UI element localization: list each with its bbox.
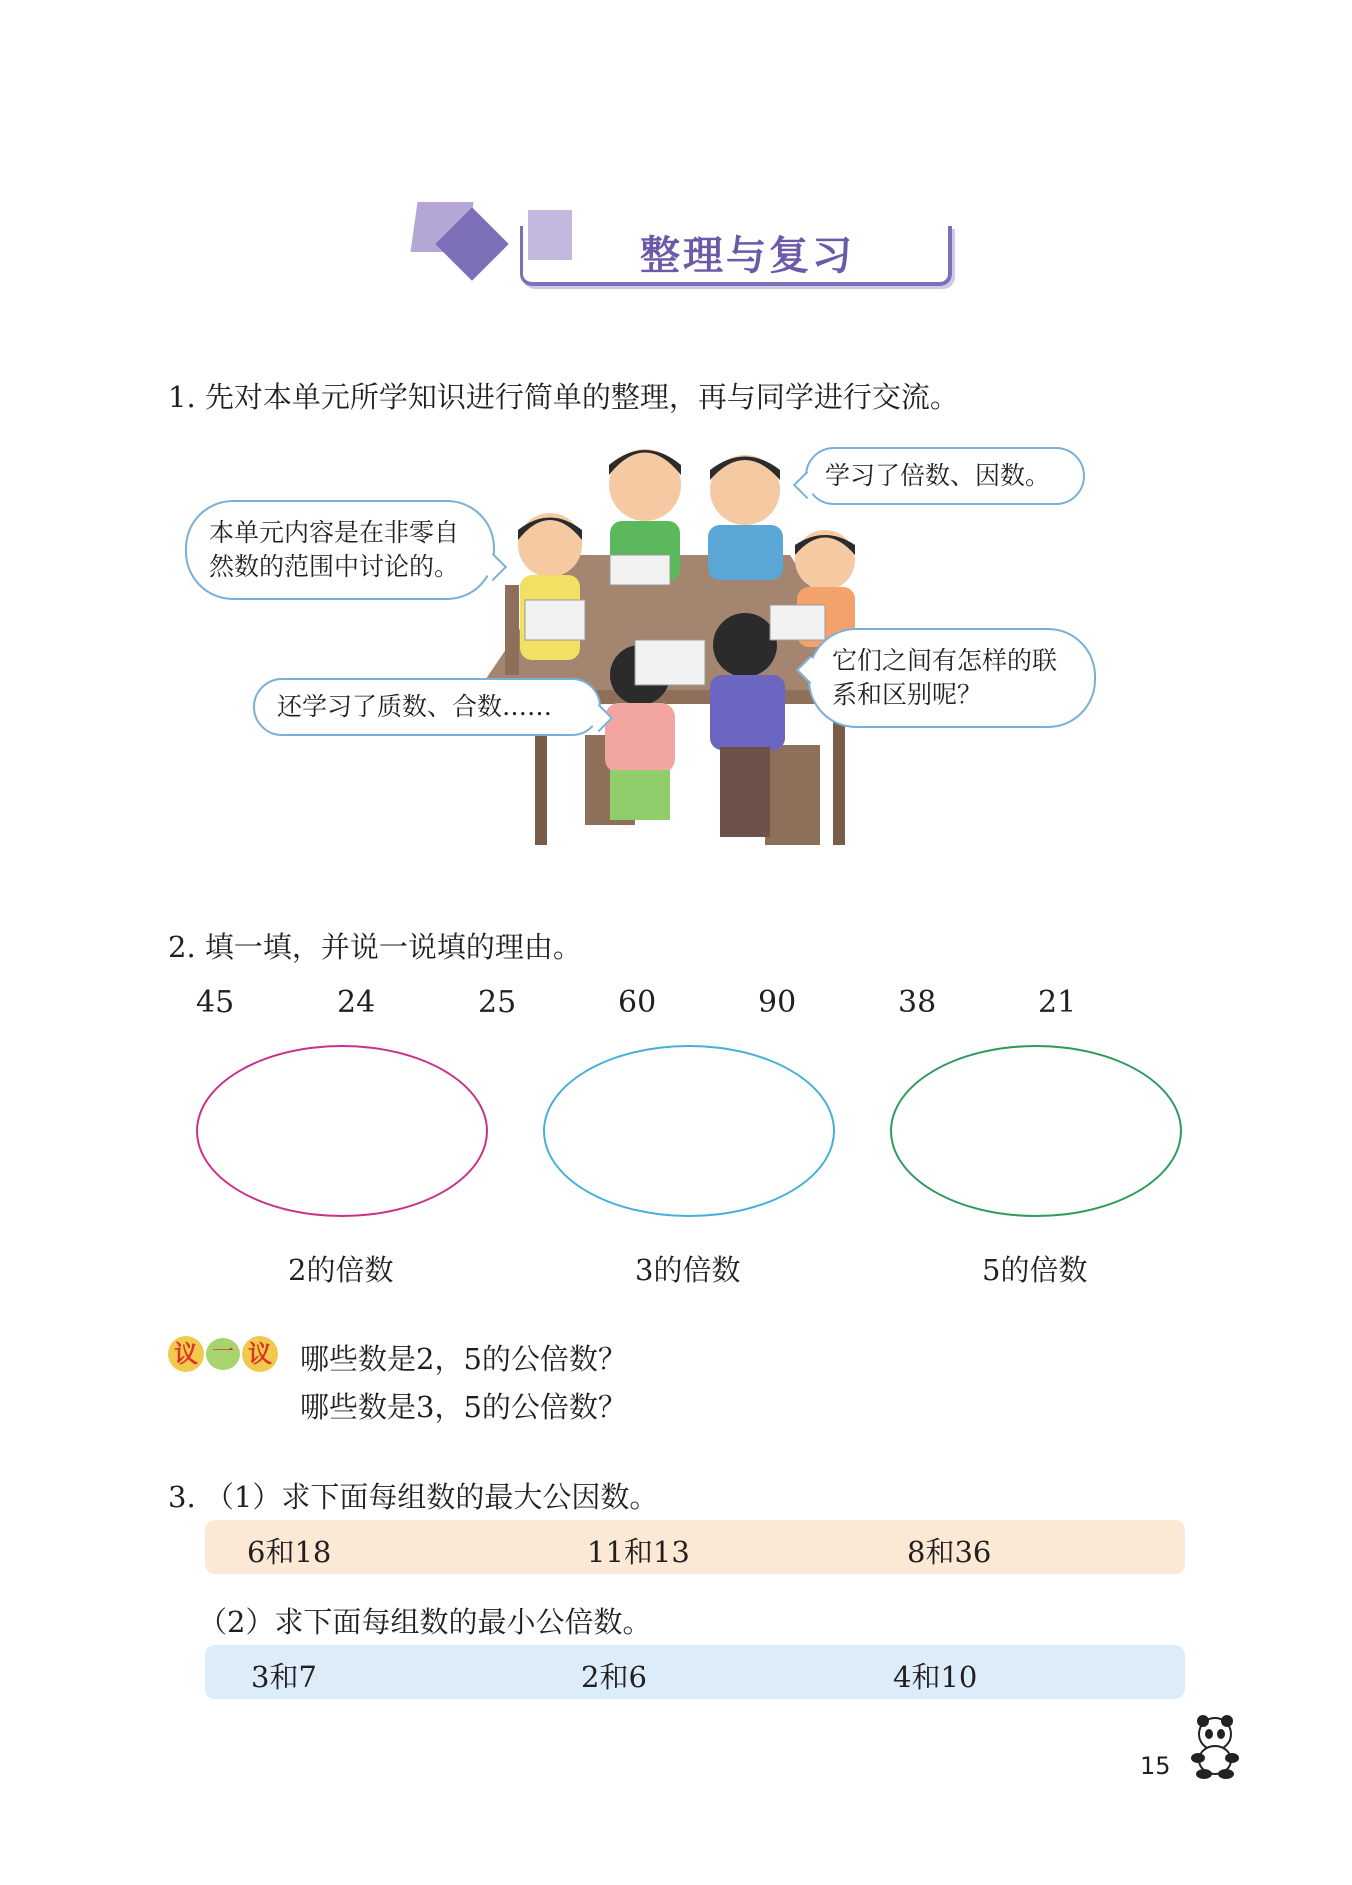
gcd-items-bar [205,1520,1185,1574]
speech-bubble-4: 它们之间有怎样的联系和区别呢？ [808,628,1096,728]
number-item[interactable]: 90 [758,985,797,1020]
number-item[interactable]: 21 [1038,985,1077,1020]
set-label: 2的倍数 [288,1253,394,1287]
lcm-item: 4和10 [893,1660,978,1694]
number-item[interactable]: 24 [337,985,376,1020]
lcm-item: 2和6 [581,1660,647,1694]
badge-char: 议 [242,1336,278,1372]
discuss-line: 哪些数是2，5的公倍数？ [300,1342,627,1376]
lcm-items-bar [205,1645,1185,1699]
title-banner [400,196,960,306]
set-label: 3的倍数 [635,1253,741,1287]
set-label: 5的倍数 [982,1253,1088,1287]
speech-bubble-2: 学习了倍数、因数。 [805,447,1085,505]
gcd-item: 8和36 [907,1535,992,1569]
question-3-part-1-text: 3. （1）求下面每组数的最大公因数。 [168,1480,659,1514]
set-ellipse-multiples-5[interactable] [890,1045,1182,1217]
question-1-text: 1. 先对本单元所学知识进行简单的整理，再与同学进行交流。 [168,380,959,414]
badge-char: 议 [168,1336,204,1372]
panda-icon [1180,1712,1250,1782]
number-item[interactable]: 60 [618,985,657,1020]
page-number: 15 [1140,1752,1171,1780]
number-item[interactable]: 45 [196,985,235,1020]
gcd-item: 11和13 [587,1535,690,1569]
set-ellipse-multiples-3[interactable] [543,1045,835,1217]
lcm-item: 3和7 [251,1660,317,1694]
speech-bubble-3: 还学习了质数、合数…… [253,678,601,736]
set-ellipse-multiples-2[interactable] [196,1045,488,1217]
discuss-badge [168,1336,280,1372]
page-title: 整理与复习 [640,233,855,279]
number-item[interactable]: 38 [898,985,937,1020]
discuss-line: 哪些数是3，5的公倍数？ [300,1390,627,1424]
badge-char: 一 [206,1338,240,1370]
gcd-item: 6和18 [247,1535,332,1569]
question-2-text: 2. 填一填，并说一说填的理由。 [168,930,582,964]
speech-bubble-1: 本单元内容是在非零自然数的范围中讨论的。 [185,500,495,600]
question-3-part-2-text: （2）求下面每组数的最小公倍数。 [198,1605,652,1639]
number-item[interactable]: 25 [478,985,517,1020]
